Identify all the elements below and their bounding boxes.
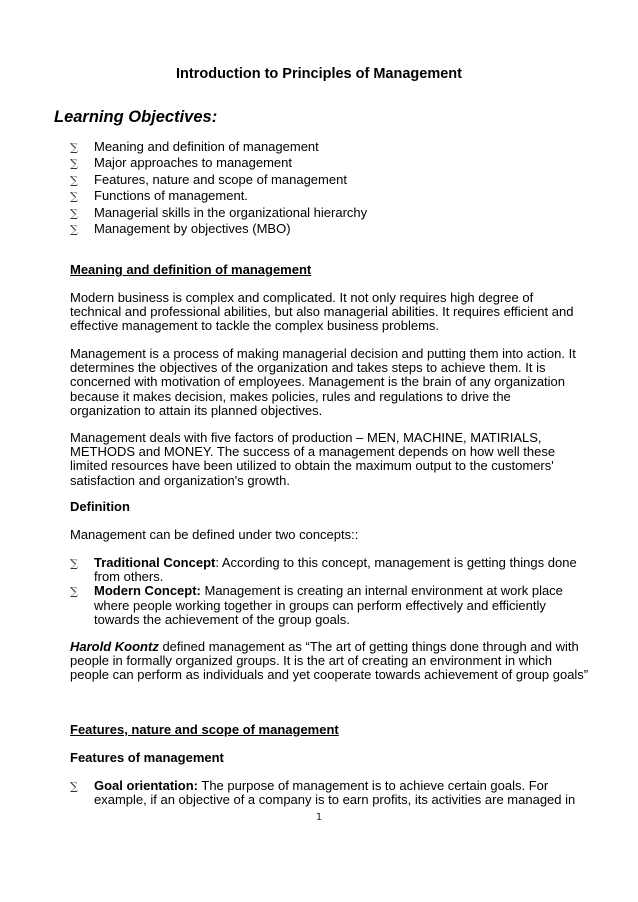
sigma-bullet-icon: ∑	[70, 141, 78, 154]
quote-text: defined management as “The art of getting things done through and with people in formally organized groups. It is the art of creating an environment in which people can perform as individuals and yet cooperate towards achievement of group goals”	[70, 639, 589, 683]
definition-intro: Management can be defined under two concepts::	[70, 527, 359, 542]
paragraph-management-process: Management is a process of making managerial decision and putting them into action. It determines the objectives of the organization and takes steps to achieve them. It is concerned with motivation of employees. Management is the brain of any organization because it makes decision, makes policies, rules and regulations to drive the organization to attain its planned objectives.	[70, 346, 576, 418]
quote-author: Harold Koontz	[70, 639, 159, 654]
features-list	[70, 779, 590, 807]
concept-term: Traditional Concept	[94, 555, 216, 570]
feature-term: Goal orientation:	[94, 778, 198, 793]
learning-objectives-heading: Learning Objectives:	[54, 108, 218, 126]
concept-list	[70, 556, 590, 627]
list-item	[70, 584, 590, 627]
sigma-bullet-icon: ∑	[70, 585, 78, 599]
features-subheading: Features of management	[70, 750, 224, 765]
section-heading-features: Features, nature and scope of management	[70, 722, 339, 737]
concept-text: Management is creating an internal environment at work place where people working together in groups can perform effectively and efficiently towards the achievement of the group goals.	[94, 583, 563, 627]
list-item: ∑ Management by objectives (MBO)	[70, 221, 610, 237]
section-heading-meaning: Meaning and definition of management	[70, 262, 312, 277]
list-item	[70, 556, 590, 584]
page-title: Introduction to Principles of Management	[176, 66, 462, 82]
list-item: ∑ Meaning and definition of management	[70, 139, 610, 155]
page-number: 1	[315, 812, 323, 823]
list-item	[70, 779, 590, 807]
list-item: ∑ Managerial skills in the organizational hierarchy	[70, 205, 610, 221]
sigma-bullet-icon: ∑	[70, 173, 78, 187]
learning-objectives-list	[70, 139, 610, 237]
sigma-bullet-icon: ∑	[70, 190, 78, 204]
concept-term: Modern Concept:	[94, 583, 201, 599]
list-item: ∑ Functions of management.	[70, 188, 610, 204]
paragraph-five-factors: Management deals with five factors of production – MEN, MACHINE, MATIRIALS, METHODS and MONEY. The success of a management depends on how well these limited resources have been utilized to obtain the maximum output to the customers' satisfaction and organization's growth.	[70, 430, 556, 488]
paragraph-modern-business: Modern business is complex and complicated. It not only requires high degree of technical and professional abilities, but also managerial abilities. It requires efficient and effective management to tackle the complex business problems.	[70, 290, 574, 334]
sigma-bullet-icon: ∑	[70, 780, 78, 793]
sigma-bullet-icon: ∑	[70, 223, 78, 237]
sigma-bullet-icon: ∑	[70, 157, 78, 171]
sigma-bullet-icon: ∑	[70, 557, 78, 570]
concept-text: : According to this concept, management is getting things done from others.	[94, 555, 577, 585]
list-item: ∑ Major approaches to management	[70, 155, 610, 171]
koontz-quote-paragraph	[70, 640, 590, 683]
sigma-bullet-icon: ∑	[70, 206, 78, 220]
feature-text: The purpose of management is to achieve certain goals. For example, if an objective of a company is to earn profits, its activities are managed in	[94, 778, 576, 808]
definition-heading: Definition	[70, 499, 130, 514]
list-item: ∑ Features, nature and scope of management	[70, 172, 610, 188]
